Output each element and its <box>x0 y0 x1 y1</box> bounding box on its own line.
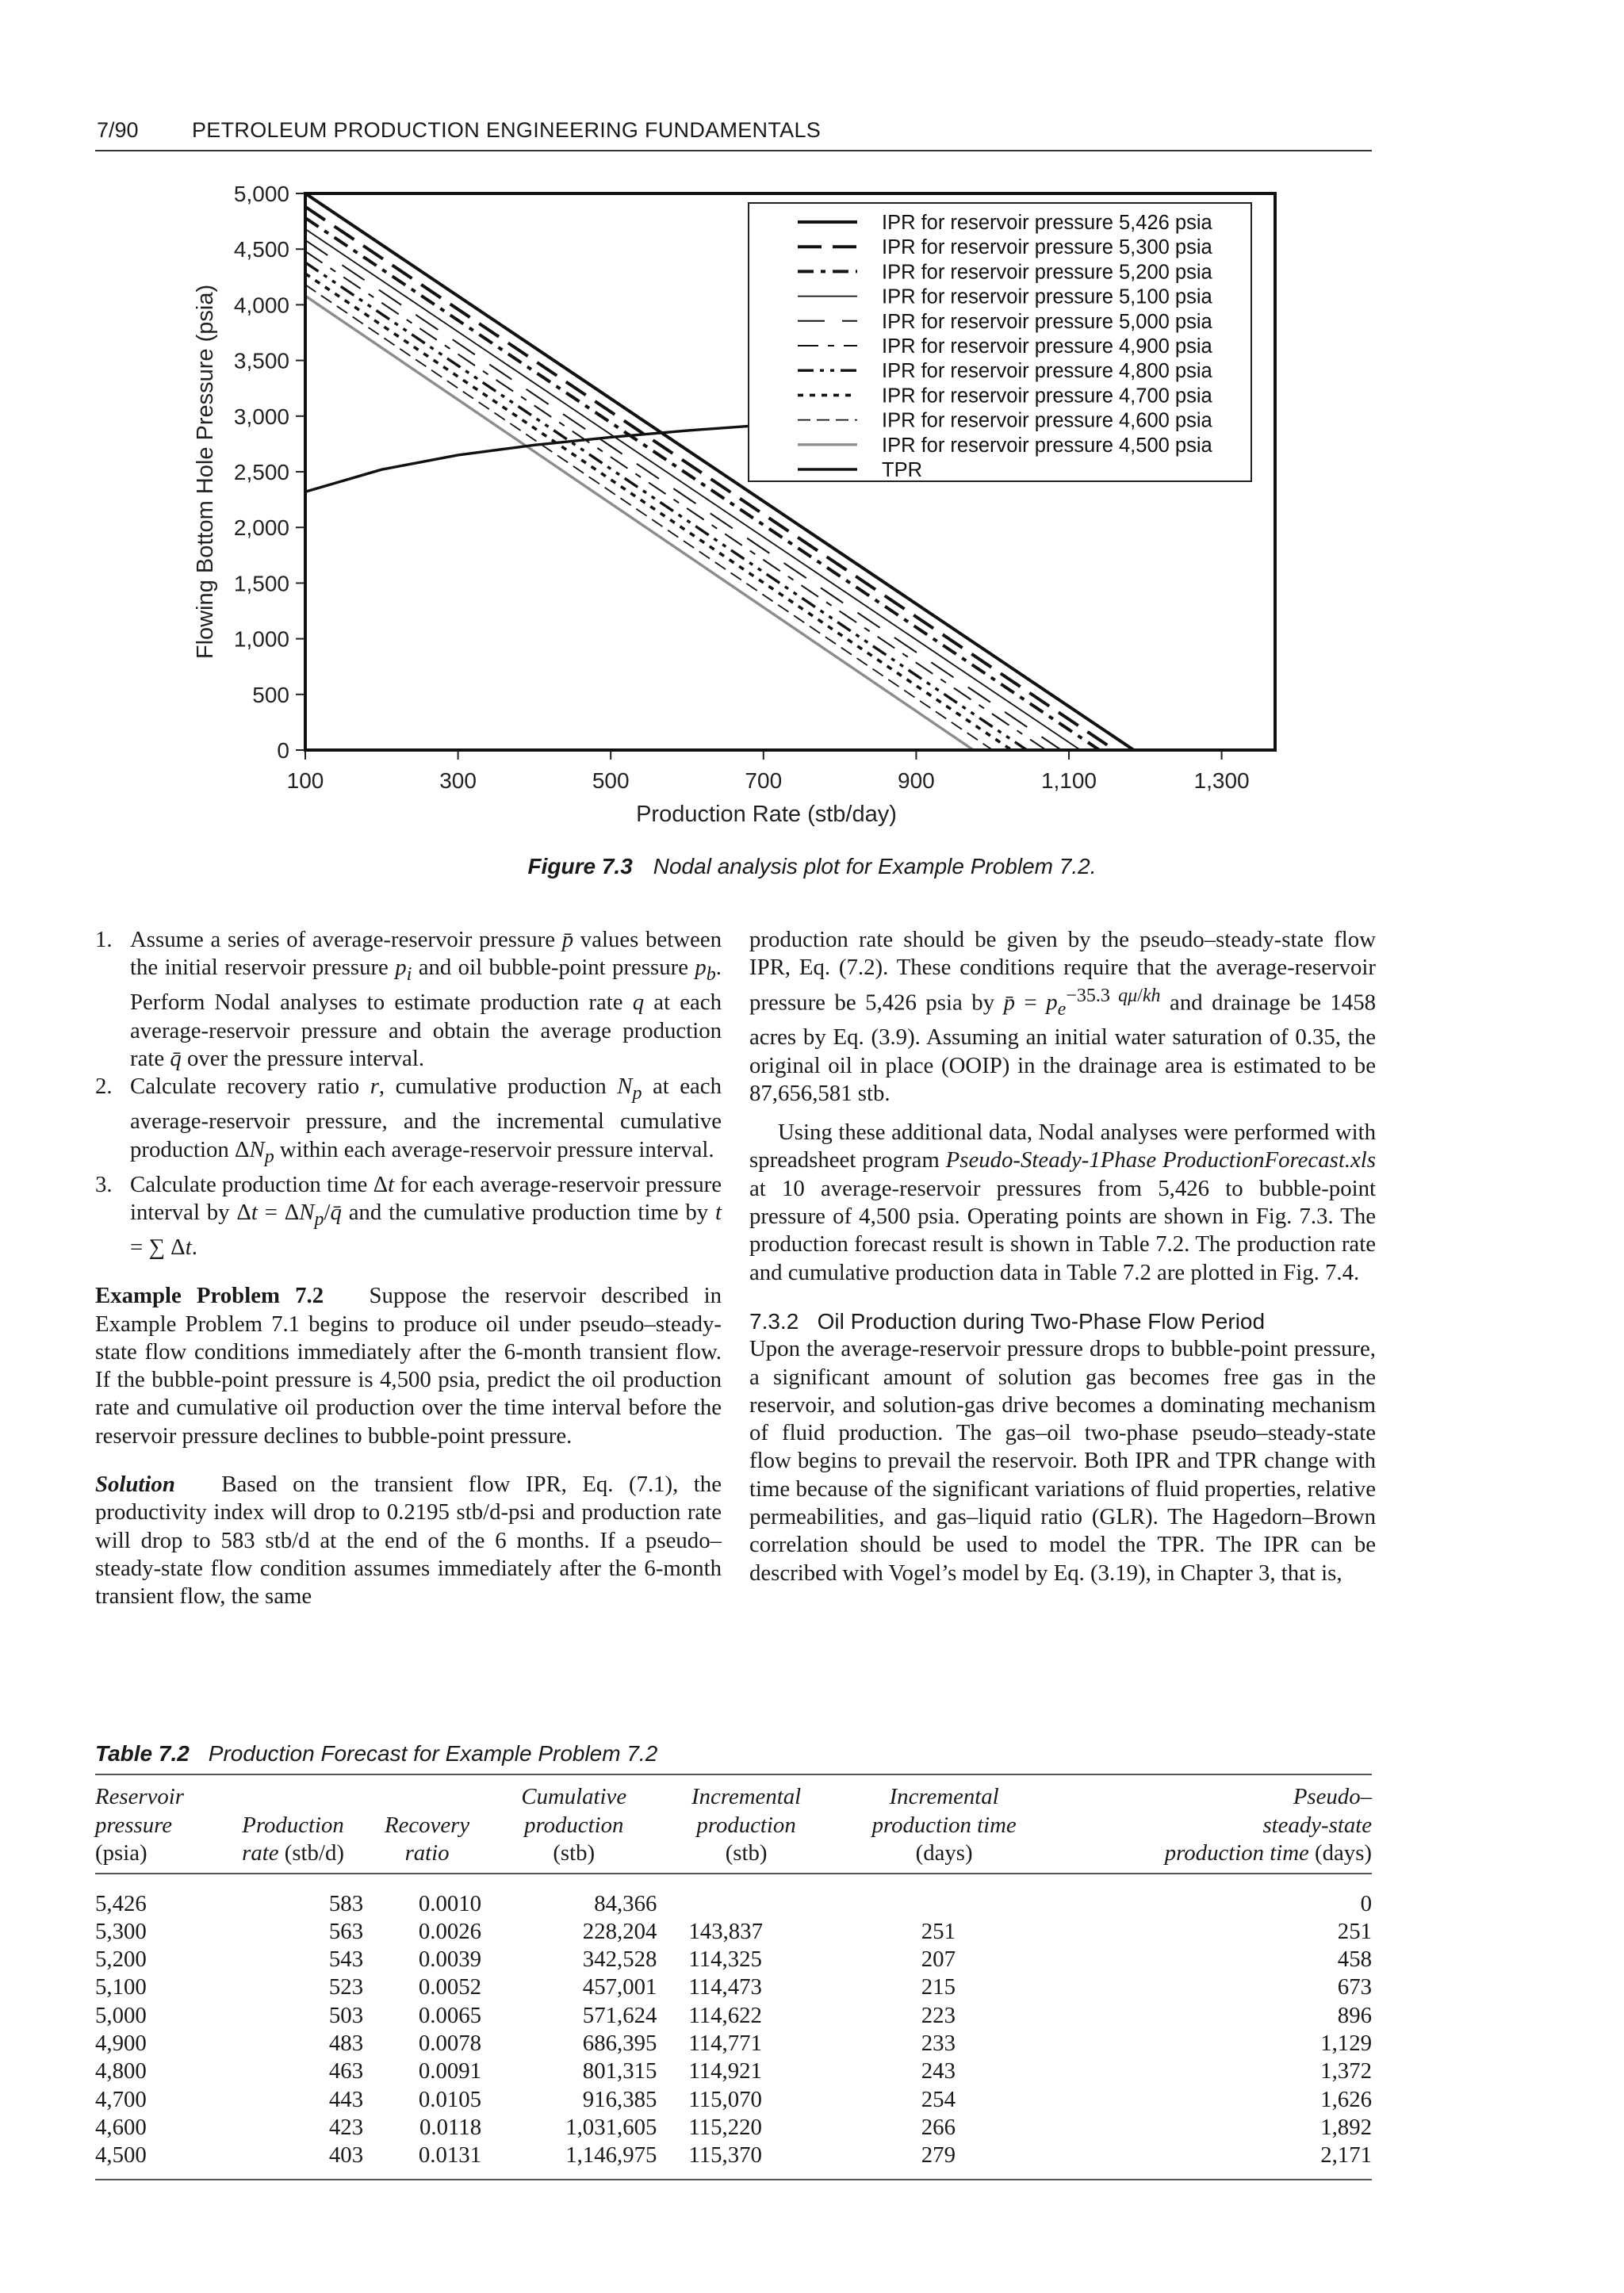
x-tick-label: 700 <box>745 768 783 793</box>
table-cell: 423 <box>328 2114 364 2140</box>
legend-label: IPR for reservoir pressure 4,700 psia <box>882 385 1212 408</box>
table-cell: 5,426 <box>95 1890 147 1916</box>
step-number: 1. <box>95 927 113 952</box>
table-cell: 84,366 <box>594 1890 657 1916</box>
table-row <box>95 1918 1372 1946</box>
production-forecast-table <box>95 1774 1372 2180</box>
table-cell: 0 <box>1360 1890 1372 1916</box>
table-cell: 0.0039 <box>418 1947 482 1973</box>
table-cell: 342,528 <box>582 1947 657 1973</box>
y-tick-label: 3,500 <box>233 348 289 373</box>
table-cell: 0.0105 <box>418 2086 482 2112</box>
table-cell: 4,800 <box>95 2058 147 2084</box>
table-row <box>95 2030 1372 2058</box>
table-caption <box>95 1741 657 1767</box>
legend-label: IPR for reservoir pressure 5,426 psia <box>882 212 1212 234</box>
table-cell: 114,921 <box>688 2058 762 2084</box>
table-cell: 1,626 <box>1320 2086 1372 2112</box>
column-header: Pseudo– steady-state production time (days) <box>1164 1784 1372 1866</box>
table-cell: 279 <box>921 2142 956 2169</box>
table-cell: 4,700 <box>95 2086 147 2112</box>
x-tick-label: 100 <box>286 768 324 793</box>
table-cell: 254 <box>921 2086 956 2112</box>
table-cell: 266 <box>921 2114 956 2140</box>
legend-label: IPR for reservoir pressure 5,200 psia <box>882 261 1212 284</box>
y-tick-label: 500 <box>252 682 289 707</box>
column-header: Reservoir pressure (psia) <box>95 1784 184 1866</box>
table-cell: 543 <box>328 1947 364 1973</box>
table-body <box>95 1874 1372 2180</box>
y-tick-label: 4,500 <box>233 237 289 262</box>
table-cell: 5,000 <box>95 2002 147 2028</box>
column-header: Recovery ratio <box>385 1812 470 1866</box>
legend-label: IPR for reservoir pressure 5,300 psia <box>882 236 1212 259</box>
table-cell: 583 <box>328 1890 364 1916</box>
table-cell: 1,031,605 <box>565 2114 657 2140</box>
table-cell: 0.0078 <box>418 2030 482 2056</box>
table-cell: 673 <box>1337 1974 1372 2000</box>
procedure-step <box>95 1073 722 1170</box>
table-cell: 115,220 <box>688 2114 762 2140</box>
x-tick-label: 300 <box>439 768 477 793</box>
table-cell: 571,624 <box>582 2002 657 2028</box>
step-text: Assume a series of average-reservoir pressure p̄ values between the initial reservoir pressure $p_i$ and oil bubble-point pressure $p_b$. Perform Nodal analyses to estimate production rate q at each average-reservoir pressure and obtain the average production rate q̄ over the pressure interval. <box>130 927 722 1071</box>
paragraph-ipr-conditions: production rate should be given by the pseudo–steady-state flow IPR, Eq. (7.2). These conditions require that the average-reservoir pressure be 5,426 psia by p̄ = $p_e^{-35.3 q\mu/kh}$ and drainage be 1458 acres by Eq. (3.9). Assuming an initial water saturation of 0.35, the original oil in place (OOIP) in the drainage area is estimated to be 87,656,581 stb. <box>749 927 1377 1106</box>
table-cell: 115,370 <box>688 2142 762 2169</box>
column-header: Cumulative production (stb) <box>521 1784 627 1866</box>
table-cell: 463 <box>328 2058 364 2084</box>
table-row <box>95 2114 1372 2142</box>
x-tick-label: 500 <box>592 768 630 793</box>
table-cell: 0.0052 <box>418 1974 482 2000</box>
y-axis-label: Flowing Bottom Hole Pressure (psia) <box>193 284 218 660</box>
table-cell <box>657 1874 835 1918</box>
table-cell: 1,372 <box>1320 2058 1372 2084</box>
table-cell: 243 <box>921 2058 956 2084</box>
figure-caption <box>0 854 1624 879</box>
table-cell: 115,070 <box>688 2086 762 2112</box>
solution-label: Solution <box>95 1472 175 1498</box>
section-title: Oil Production during Two-Phase Flow Period <box>817 1308 1266 1334</box>
table-row <box>95 2058 1372 2085</box>
table-cell: 251 <box>921 1918 956 1944</box>
paragraph-nodal-analyses: Using these additional data, Nodal analyses were performed with spreadsheet program Pseudo-Steady-1Phase ProductionForecast.xls at 10 average-reservoir pressures from 5,426 to bubble-point pressure of 4,500 psia. Operating points are shown in Fig. 7.3. The production forecast result is shown in Table 7.2. The production rate and cumulative production data in Table 7.2 are plotted in Fig. 7.4. <box>749 1120 1377 1285</box>
y-tick-label: 1,500 <box>233 571 289 596</box>
table-row <box>95 2002 1372 2030</box>
x-tick-label: 900 <box>898 768 935 793</box>
tpr-curve <box>305 425 764 492</box>
table-cell: 0.0118 <box>419 2114 482 2140</box>
table-cell: 4,600 <box>95 2114 147 2140</box>
table-cell: 233 <box>921 2030 956 2056</box>
y-tick-label: 0 <box>277 738 289 763</box>
page-number: 7/90 <box>97 118 139 142</box>
legend-label: IPR for reservoir pressure 5,000 psia <box>882 310 1212 333</box>
table-cell: 563 <box>328 1918 364 1944</box>
table-cell: 215 <box>921 1974 956 2000</box>
table-cell: 896 <box>1337 2002 1372 2028</box>
table-cell: 114,325 <box>688 1947 762 1973</box>
table-cell: 5,300 <box>95 1918 147 1944</box>
table-cell: 503 <box>328 2002 364 2028</box>
book-title: PETROLEUM PRODUCTION ENGINEERING FUNDAMENTALS <box>192 118 822 142</box>
step-number: 2. <box>95 1074 113 1100</box>
table-cell: 0.0010 <box>418 1890 482 1916</box>
legend-label: IPR for reservoir pressure 4,800 psia <box>882 360 1212 383</box>
procedure-step <box>95 1171 722 1262</box>
legend-label: IPR for reservoir pressure 4,600 psia <box>882 409 1212 432</box>
example-text: Suppose the reservoir described in Example Problem 7.1 begins to produce oil under pseudo–steady-state flow conditions immediately after the 6-month transient flow. If the bubble-point pressure is 4,500 psia, predict the oil production rate and cumulative oil production over the time interval before the reservoir pressure declines to bubble-point pressure. <box>95 1283 722 1449</box>
y-tick-label: 4,000 <box>233 293 289 318</box>
section-heading <box>749 1307 1376 1335</box>
procedure-steps <box>95 926 722 1261</box>
table-cell: 114,473 <box>688 1974 762 2000</box>
table-cell: 223 <box>921 2002 956 2028</box>
table-row <box>95 1973 1372 2001</box>
legend-label: IPR for reservoir pressure 4,500 psia <box>882 434 1212 457</box>
table-cell: 114,622 <box>688 2002 762 2028</box>
y-tick-label: 3,000 <box>233 404 289 429</box>
table-cell <box>836 1874 1053 1918</box>
table-cell: 2,171 <box>1320 2142 1372 2169</box>
procedure-step <box>95 926 722 1073</box>
table-header-row <box>95 1774 1372 1874</box>
x-axis-label: Production Rate (stb/day) <box>636 802 897 827</box>
table-cell: 916,385 <box>582 2086 657 2112</box>
column-header: Production rate (stb/d) <box>242 1812 344 1866</box>
column-header: Incremental production time (days) <box>871 1784 1017 1866</box>
y-tick-label: 5,000 <box>233 182 289 206</box>
table-row <box>95 2142 1372 2180</box>
nodal-analysis-chart <box>0 0 1624 840</box>
x-tick-label: 1,100 <box>1040 768 1097 793</box>
table-cell: 207 <box>921 1947 956 1973</box>
y-tick-label: 1,000 <box>233 626 289 652</box>
column-header: Incremental production (stb) <box>691 1784 802 1866</box>
table-row <box>95 2086 1372 2114</box>
table-cell: 403 <box>328 2142 364 2169</box>
table-row <box>95 1874 1372 1918</box>
table-cell: 686,395 <box>582 2030 657 2056</box>
y-tick-label: 2,000 <box>233 515 289 541</box>
table-cell: 0.0026 <box>418 1918 482 1944</box>
figure-label: Figure 7.3 <box>527 854 633 879</box>
table-cell: 251 <box>1337 1918 1372 1944</box>
step-number: 3. <box>95 1171 113 1197</box>
table-cell: 0.0091 <box>418 2058 482 2084</box>
table-cell: 0.0065 <box>418 2002 482 2028</box>
solution-text: Based on the transient flow IPR, Eq. (7.1), the productivity index will drop to 0.2195 stb/d-psi and production rate will drop to 583 stb/d at the end of the 6 months. If a pseudo–steady-state flow condition assumes immediately after the 6-month transient flow, the same <box>95 1472 722 1610</box>
table-cell: 801,315 <box>582 2058 657 2084</box>
table-cell: 114,771 <box>688 2030 762 2056</box>
table-cell: 457,001 <box>582 1974 657 2000</box>
table-cell: 5,100 <box>95 1974 147 2000</box>
table-cell: 4,900 <box>95 2030 147 2056</box>
legend-label: IPR for reservoir pressure 5,100 psia <box>882 285 1212 308</box>
solution <box>95 1471 722 1610</box>
y-tick-label: 2,500 <box>233 460 289 484</box>
section-number: 7.3.2 <box>749 1308 799 1334</box>
table-cell: 0.0131 <box>418 2142 482 2169</box>
legend-label: IPR for reservoir pressure 4,900 psia <box>882 335 1212 358</box>
table-cell: 1,129 <box>1320 2030 1372 2056</box>
step-text: Calculate production time Δt for each average-reservoir pressure interval by $\Delta t = \Delta N_p/q̄$ and the cumulative production time by t = ∑ Δt. <box>130 1171 722 1260</box>
table-cell: 228,204 <box>582 1918 657 1944</box>
table-row <box>95 1946 1372 1973</box>
table-cell: 143,837 <box>688 1918 763 1944</box>
step-text: Calculate recovery ratio r, cumulative production $N_p$ at each average-reservoir pressure, and the incremental cumulative production $\Delta N_p$ within each average-reservoir pressure interval. <box>130 1074 722 1167</box>
table-cell: 1,892 <box>1320 2114 1372 2140</box>
x-tick-label: 1,300 <box>1193 768 1250 793</box>
example-problem <box>95 1282 722 1450</box>
table-cell: 1,146,975 <box>565 2142 657 2169</box>
left-column <box>95 926 722 1611</box>
table-cell: 523 <box>328 1974 364 2000</box>
figure-caption-text: Nodal analysis plot for Example Problem 7.2. <box>653 854 1097 879</box>
table-cell: 483 <box>328 2030 364 2056</box>
table-label: Table 7.2 <box>95 1741 190 1766</box>
table-cell: 5,200 <box>95 1947 147 1973</box>
example-label: Example Problem 7.2 <box>95 1283 324 1309</box>
table-caption-text: Production Forecast for Example Problem 7.2 <box>208 1741 658 1766</box>
table-cell: 458 <box>1337 1947 1372 1973</box>
paragraph-two-phase: Upon the average-reservoir pressure drops to bubble-point pressure, a significant amount of solution gas becomes free gas in the reservoir, and solution-gas drive becomes a dominating mechanism of fluid production. The gas–oil two-phase pseudo–steady-state flow begins to prevail the reservoir. Both IPR and TPR change with time because of the significant variations of fluid properties, relative permeabilities, and gas–liquid ratio (GLR). The Hagedorn–Brown correlation should be used to model the TPR. The IPR can be described with Vogel’s model by Eq. (3.19), in Chapter 3, that is, <box>749 1336 1376 1586</box>
table-cell: 443 <box>328 2086 364 2112</box>
legend-label: TPR <box>882 459 922 481</box>
table-cell: 4,500 <box>95 2142 147 2169</box>
right-column <box>749 926 1376 1587</box>
